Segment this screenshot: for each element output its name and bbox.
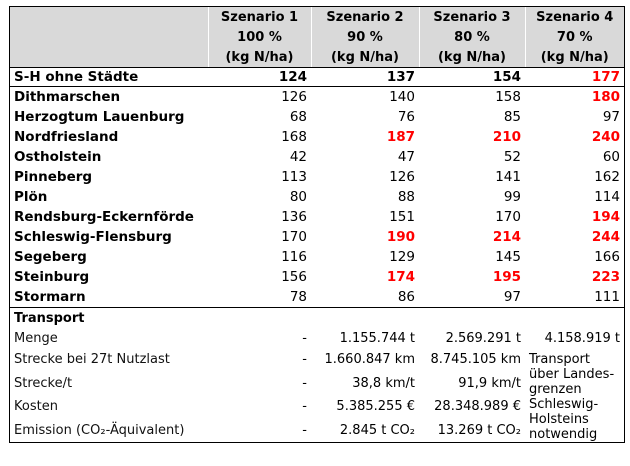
nitrogen-table — [9, 6, 625, 443]
scenario-table — [10, 7, 624, 442]
transport-row — [10, 348, 624, 372]
cell-s4: 244 — [591, 229, 620, 245]
transport-note: Transport über Landes-grenzen Schleswig-Holsteins notwendig — [529, 352, 615, 442]
cell-s2: 151 — [389, 209, 415, 225]
district-name: Segeberg — [14, 249, 87, 265]
table-row — [10, 287, 624, 308]
transport-row — [10, 328, 624, 348]
total-value-2: 137 — [311, 68, 419, 87]
cell-s2: 190 — [386, 229, 415, 245]
table-row — [10, 187, 624, 207]
header-scenario-2: Szenario 2 — [311, 7, 419, 27]
header-blank — [10, 7, 208, 27]
cell-s3: 195 — [492, 269, 521, 285]
total-value-4: 177 — [525, 68, 624, 87]
transport-title: Transport — [10, 308, 208, 329]
header-unit-1: (kg N/ha) — [208, 47, 311, 68]
header-unit-2: (kg N/ha) — [311, 47, 419, 68]
header-percent-3: 80 % — [419, 27, 525, 47]
transport-s1: - — [302, 422, 307, 438]
district-name: Nordfriesland — [14, 129, 119, 145]
cell-s4: 240 — [591, 129, 620, 145]
cell-s1: 116 — [281, 249, 307, 265]
total-row — [10, 68, 624, 87]
transport-label: Menge — [14, 330, 58, 346]
transport-s3: 2.569.291 t — [445, 330, 521, 346]
cell-s4: 223 — [591, 269, 620, 285]
cell-s2: 47 — [397, 149, 415, 165]
header-unit-3: (kg N/ha) — [419, 47, 525, 68]
district-name: Steinburg — [14, 269, 90, 285]
transport-s2: 1.155.744 t — [339, 330, 415, 346]
cell-s3: 210 — [492, 129, 521, 145]
transport-s3: 91,9 km/t — [458, 375, 521, 391]
cell-s2: 187 — [386, 129, 415, 145]
district-name: Ostholstein — [14, 149, 102, 165]
cell-s1: 170 — [281, 229, 307, 245]
table-row — [10, 127, 624, 147]
transport-s1: - — [302, 330, 307, 346]
cell-s1: 113 — [281, 169, 307, 185]
cell-s1: 68 — [289, 109, 307, 125]
cell-s4: 194 — [591, 209, 620, 225]
cell-s4: 60 — [602, 149, 620, 165]
district-name: Stormarn — [14, 289, 86, 305]
cell-s1: 136 — [281, 209, 307, 225]
cell-s3: 145 — [495, 249, 521, 265]
cell-s3: 141 — [495, 169, 521, 185]
transport-s1: - — [302, 399, 307, 415]
cell-s2: 126 — [389, 169, 415, 185]
header-percent-4: 70 % — [525, 27, 624, 47]
cell-s4: 162 — [594, 169, 620, 185]
total-value-3: 154 — [419, 68, 525, 87]
header-percent-2: 90 % — [311, 27, 419, 47]
cell-s2: 174 — [386, 269, 415, 285]
header-blank — [10, 27, 208, 47]
transport-label: Strecke bei 27t Nutzlast — [14, 352, 170, 368]
district-name: Pinneberg — [14, 169, 93, 185]
table-row — [10, 147, 624, 167]
cell-s3: 170 — [495, 209, 521, 225]
header-unit-4: (kg N/ha) — [525, 47, 624, 68]
table-row — [10, 227, 624, 247]
total-value-1: 124 — [208, 68, 311, 87]
district-name: Dithmarschen — [14, 89, 121, 105]
header-percent-1: 100 % — [208, 27, 311, 47]
cell-s1: 126 — [281, 89, 307, 105]
cell-s4: 111 — [594, 289, 620, 305]
table-row — [10, 87, 624, 108]
cell-s2: 129 — [389, 249, 415, 265]
cell-s4: 180 — [591, 89, 620, 105]
transport-s3: 13.269 t CO₂ — [437, 422, 521, 438]
transport-label: Kosten — [14, 399, 58, 415]
transport-s3: 28.348.989 € — [434, 399, 521, 415]
district-name: Plön — [14, 189, 48, 205]
cell-s3: 52 — [503, 149, 521, 165]
header-blank — [10, 47, 208, 68]
cell-s4: 114 — [594, 189, 620, 205]
table-row — [10, 207, 624, 227]
table-row — [10, 167, 624, 187]
table-row — [10, 107, 624, 127]
transport-s2: 2.845 t CO₂ — [339, 422, 415, 438]
cell-s3: 214 — [492, 229, 521, 245]
cell-s2: 76 — [397, 109, 415, 125]
cell-s3: 99 — [503, 189, 521, 205]
cell-s1: 78 — [289, 289, 307, 305]
total-label: S-H ohne Städte — [10, 68, 208, 87]
cell-s2: 140 — [389, 89, 415, 105]
district-name: Rendsburg-Eckernförde — [14, 209, 194, 225]
table-row — [10, 247, 624, 267]
transport-s3: 8.745.105 km — [430, 352, 521, 368]
header-row-units — [10, 47, 624, 68]
transport-s2: 1.660.847 km — [324, 352, 415, 368]
cell-s3: 158 — [495, 89, 521, 105]
district-name: Herzogtum Lauenburg — [14, 109, 185, 125]
transport-s2: 5.385.255 € — [336, 399, 415, 415]
cell-s4: 166 — [594, 249, 620, 265]
transport-s1: - — [302, 352, 307, 368]
cell-s1: 156 — [281, 269, 307, 285]
cell-s2: 86 — [397, 289, 415, 305]
cell-s1: 168 — [281, 129, 307, 145]
transport-s2: 38,8 km/t — [352, 375, 415, 391]
cell-s1: 80 — [289, 189, 307, 205]
cell-s2: 88 — [397, 189, 415, 205]
header-scenario-3: Szenario 3 — [419, 7, 525, 27]
cell-s4: 97 — [602, 109, 620, 125]
transport-s4: 4.158.919 t — [544, 330, 620, 346]
cell-s3: 85 — [503, 109, 521, 125]
transport-s1: - — [302, 375, 307, 391]
header-scenario-4: Szenario 4 — [525, 7, 624, 27]
header-scenario-1: Szenario 1 — [208, 7, 311, 27]
transport-label: Emission (CO₂-Äquivalent) — [14, 422, 185, 438]
header-row-percents — [10, 27, 624, 47]
cell-s1: 42 — [289, 149, 307, 165]
transport-label: Strecke/t — [14, 375, 73, 391]
cell-s3: 97 — [503, 289, 521, 305]
district-name: Schleswig-Flensburg — [14, 229, 172, 245]
header-row-scenarios — [10, 7, 624, 27]
transport-title-row — [10, 308, 624, 329]
table-row — [10, 267, 624, 287]
